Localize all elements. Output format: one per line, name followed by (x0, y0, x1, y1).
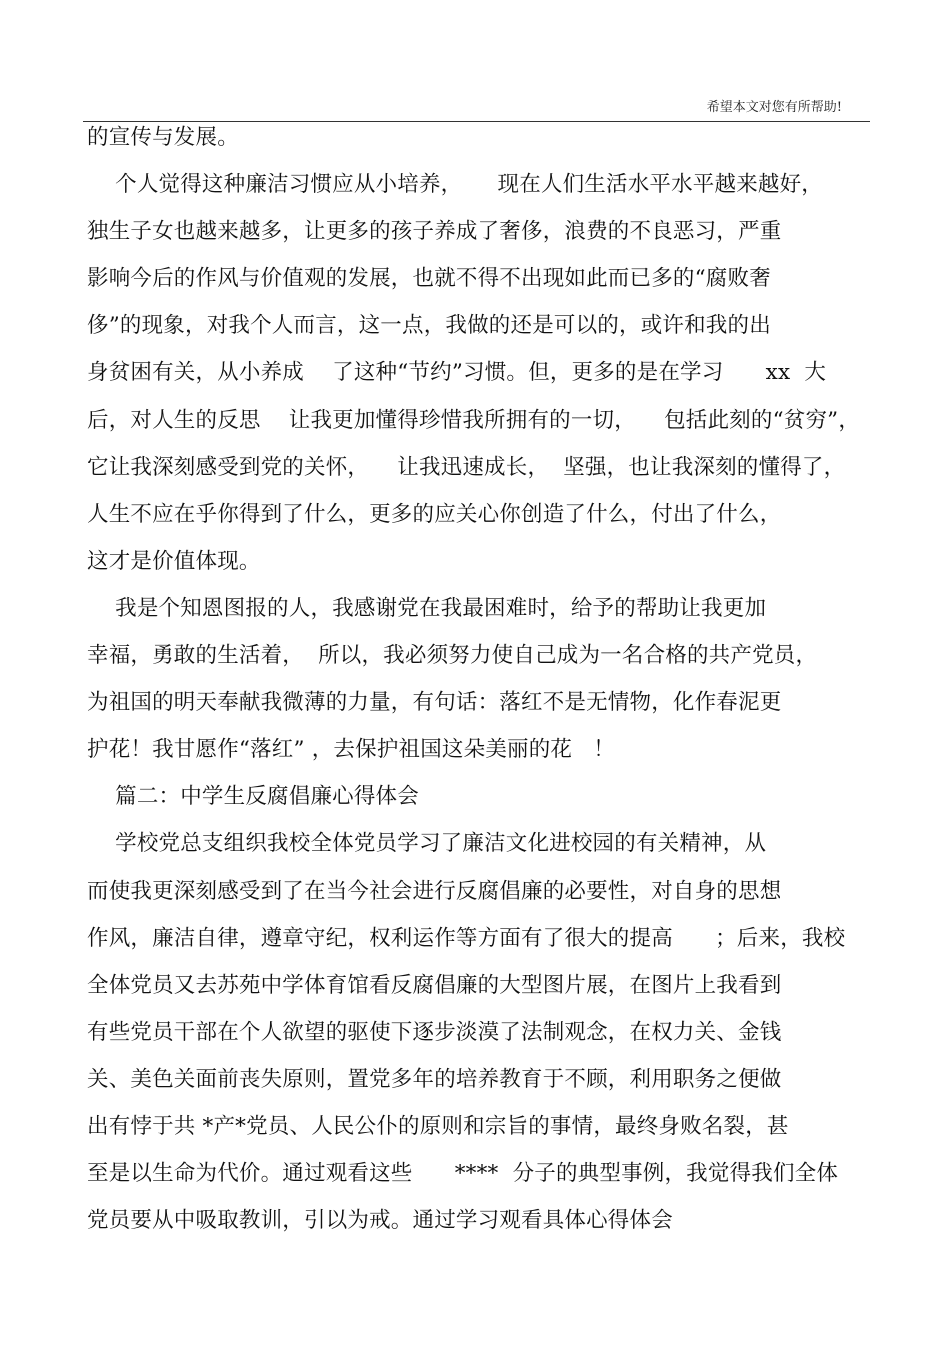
text-line: 它让我深刻感受到党的关怀， 让我迅速成长， 坚强，也让我深刻的懂得了， (87, 454, 846, 480)
text-line: 影响今后的作风与价值观的发展，也就不得不出现如此而已多的“腐败奢 (87, 266, 771, 292)
text-line: 人生不应在乎你得到了什么，更多的应关心你创造了什么，付出了什么， (87, 501, 782, 527)
text-line: 关、美色关面前丧失原则，置党多年的培养教育于不顾，利用职务之便做 (87, 1066, 782, 1092)
text-line: 出有悖于共 *产*党员、人民公仆的原则和宗旨的事情，最终身败名裂，甚 (87, 1113, 789, 1139)
document-body (87, 114, 877, 1244)
text-line: 身贫困有关，从小养成 了这种“节约”习惯。但，更多的是在学习 xx 大 (87, 360, 827, 386)
text-line: 为祖国的明天奉献我微薄的力量，有句话：落红不是无情物，化作春泥更 (87, 690, 782, 716)
text-line: 有些党员干部在个人欲望的驱使下逐步淡漠了法制观念，在权力关、金钱 (87, 1019, 782, 1045)
text-line: 学校党总支组织我校全体党员学习了廉洁文化进校园的有关精神，从 (87, 831, 767, 857)
text-line: 护花！我甘愿作“落红” ，去保护祖国这朵美丽的花 ！ (87, 737, 615, 763)
text-line: 至是以生命为代价。通过观看这些 **** 分子的典型事例，我觉得我们全体 (87, 1161, 839, 1187)
text-line: 后，对人生的反思 让我更加懂得珍惜我所拥有的一切， 包括此刻的“贫穷”， (87, 407, 861, 433)
text-line: 个人觉得这种廉洁习惯应从小培养， 现在人们生活水平水平越来越好， (87, 172, 824, 198)
text-line: 的宣传与发展。 (87, 125, 239, 150)
text-line: 作风，廉洁自律，遵章守纪，权利运作等方面有了很大的提高 ；后来，我校 (87, 925, 846, 951)
header-note: 希望本文对您有所帮助! (706, 100, 842, 115)
text-line: 全体党员又去苏苑中学体育馆看反腐倡廉的大型图片展，在图片上我看到 (87, 972, 782, 998)
text-line: 而使我更深刻感受到了在当今社会进行反腐倡廉的必要性，对自身的思想 (87, 878, 782, 904)
text-line: 我是个知恩图报的人，我感谢党在我最困难时，给予的帮助让我更加 (87, 595, 767, 621)
text-line: 党员要从中吸取教训，引以为戒。通过学习观看具体心得体会 (87, 1208, 673, 1234)
text-line: 幸福，勇敢的生活着， 所以，我必须努力使自己成为一名合格的共产党员， (87, 643, 818, 669)
text-line: 侈”的现象，对我个人而言，这一点，我做的还是可以的，或许和我的出 (87, 313, 771, 339)
text-line: 这才是价值体现。 (87, 548, 261, 574)
section-heading: 篇二：中学生反腐倡廉心得体会 (87, 784, 419, 810)
text-line: 独生子女也越来越多，让更多的孩子养成了奢侈，浪费的不良恶习，严重 (87, 219, 782, 245)
